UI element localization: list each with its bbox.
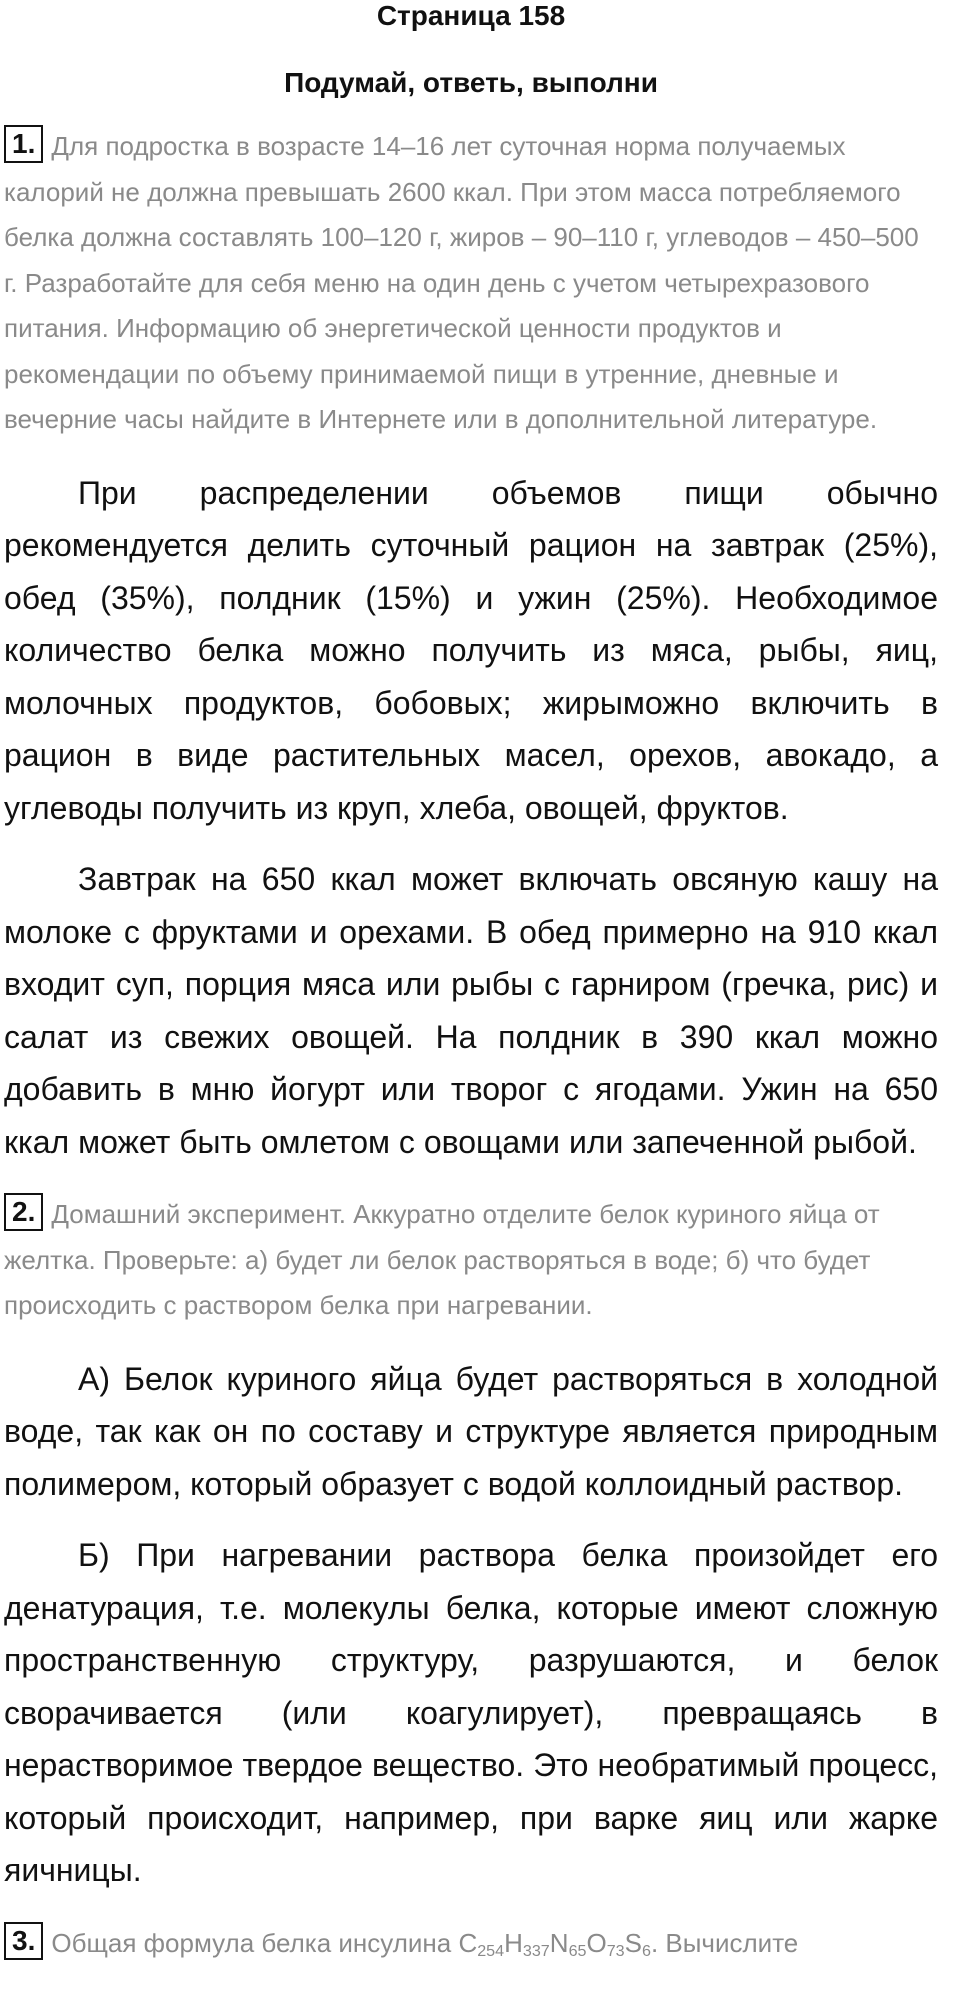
formula-element: S [624,1927,642,1958]
formula-subscript: 254 [477,1941,505,1960]
formula-element: C [458,1927,478,1958]
task-3-text-before: Общая формула белка инсулина [51,1927,459,1958]
task-2-answer-paragraph-2: Б) При нагревании раствора белка произойдет его денатурация, т.е. молекулы белка, которые имеют сложную пространственную структуру, разрушаются, и белок сворачивается (или коагулирует), превращаясь в нерастворимое твердое вещество. Это необратимый процесс, который происходит, например, при варке яиц или жарке яичницы. [4,1537,938,1888]
formula-subscript: 73 [606,1941,625,1960]
task-number-badge: 3. [4,1922,43,1960]
task-1-text: Для подростка в возрасте 14–16 лет суточная норма получаемых калорий не должна превышать 2600 ккал. При этом масса потребляемого белка должна составлять 100–120 г, жиров – 90–110 г, углеводов – 450–500 г. Разработайте для себя меню на один день с учетом четырехразового питания. Информацию об энергетической ценности продуктов и рекомендации по объему принимаемой пищи в утренние, дневные и вечерние часы найдите в Интернете или в дополнительной литературе. [4,131,919,434]
formula-subscript: 6 [641,1941,651,1960]
task-1-answer-paragraph-2: Завтрак на 650 ккал может включать овсяную кашу на молоке с фруктами и орехами. В обед примерно на 910 ккал входит суп, порция мяса или рыбы с гарниром (гречка, рис) и салат из свежих овощей. На полдник в 390 ккал можно добавить в мню йогурт или творог с ягодами. Ужин на 650 ккал может быть омлетом с овощами или запеченной рыбой. [4,861,938,1160]
task-2-text: Домашний эксперимент. Аккуратно отделите белок куриного яйца от желтка. Проверьте: а) будет ли белок растворяться в воде; б) что будет происходить с раствором белка при нагревании. [4,1199,880,1320]
task-number-badge: 2. [4,1193,43,1231]
task-1-prompt [4,124,938,443]
formula-element: H [504,1927,523,1958]
insulin-formula [458,1928,651,1958]
page-title: Страница 158 [376,0,566,31]
task-3-prompt [4,1921,938,1967]
formula-subscript: 337 [522,1941,550,1960]
task-2-answer-paragraph-1: А) Белок куриного яйца будет растворяться в холодной воде, так как он по составу и структуре является природным полимером, который образует с водой коллоидный раствор. [4,1360,938,1502]
formula-element: O [586,1927,607,1958]
task-2-prompt [4,1192,938,1329]
formula-element: N [549,1927,569,1958]
formula-subscript: 65 [568,1941,587,1960]
task-number-badge: 1. [4,125,43,163]
task-1-answer-paragraph-1: При распределении объемов пищи обычно рекомендуется делить суточный рацион на завтрак (25%), обед (35%), полдник (15%) и ужин (25%). Необходимое количество белка можно получить из мяса, рыбы, яиц, молочных продуктов, бобовых; жирыможно включить в рацион в виде растительных масел, орехов, авокадо, а углеводы получить из круп, хлеба, овощей, фруктов. [4,474,938,826]
section-title: Подумай, ответь, выполни [284,67,658,98]
task-3-text-after: . Вычислите [650,1927,799,1958]
